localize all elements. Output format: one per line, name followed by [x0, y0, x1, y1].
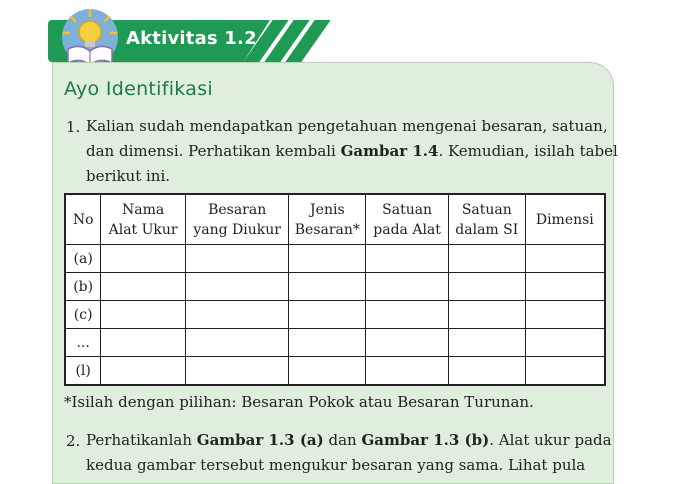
column-header-line: Satuan	[382, 201, 433, 218]
section-heading: Ayo Identifikasi	[64, 78, 213, 100]
column-header-line: pada Alat	[373, 221, 441, 238]
table-cell[interactable]	[185, 273, 289, 301]
table-column-header	[525, 194, 605, 245]
column-header-line: Jenis	[310, 201, 345, 218]
column-header-line: Satuan	[461, 201, 512, 218]
table-cell[interactable]	[448, 245, 525, 273]
item-1-line-1: Kalian sudah mendapatkan pengetahuan mengenai besaran, satuan,	[86, 117, 608, 135]
row-label: ...	[65, 329, 101, 357]
figure-reference: Gambar 1.3 (b)	[361, 431, 490, 449]
item-2-text-part: . Alat ukur pada	[489, 431, 612, 449]
item-2-text-part: dan	[323, 431, 362, 449]
column-header-line: Besaran	[208, 201, 267, 218]
table-cell[interactable]	[101, 357, 186, 386]
figure-reference: Gambar 1.4	[340, 142, 439, 160]
item-1-line-2	[86, 139, 618, 164]
table-cell[interactable]	[525, 273, 605, 301]
table-column-header	[65, 194, 101, 245]
column-header-line: Besaran*	[294, 221, 360, 238]
table-cell[interactable]	[366, 273, 449, 301]
table-row	[65, 357, 605, 386]
column-header-line: No	[72, 211, 94, 228]
item-2-text	[86, 428, 612, 478]
table-cell[interactable]	[289, 273, 366, 301]
table-cell[interactable]	[101, 273, 186, 301]
table-cell[interactable]	[185, 245, 289, 273]
table-cell[interactable]	[525, 329, 605, 357]
table-row	[65, 273, 605, 301]
item-1-line-3: berikut ini.	[86, 167, 171, 185]
table-cell[interactable]	[366, 329, 449, 357]
table-cell[interactable]	[289, 301, 366, 329]
table-cell[interactable]	[185, 301, 289, 329]
table-cell[interactable]	[448, 357, 525, 386]
table-row	[65, 301, 605, 329]
table-cell[interactable]	[448, 329, 525, 357]
column-header-line: Dimensi	[535, 211, 594, 228]
item-1-number: 1.	[66, 118, 81, 136]
item-1-text-part: . Kemudian, isilah tabel	[438, 142, 618, 160]
column-header-line: dalam SI	[455, 221, 519, 238]
lightbulb-book-icon	[58, 7, 122, 69]
table-cell[interactable]	[101, 329, 186, 357]
table-cell[interactable]	[289, 329, 366, 357]
table-cell[interactable]	[525, 301, 605, 329]
identification-table	[64, 193, 606, 386]
table-cell[interactable]	[448, 301, 525, 329]
table-cell[interactable]	[525, 357, 605, 386]
table-column-header	[448, 194, 525, 245]
activity-title: Aktivitas 1.2	[126, 28, 257, 49]
table-cell[interactable]	[101, 301, 186, 329]
figure-reference: Gambar 1.3 (a)	[196, 431, 324, 449]
table-cell[interactable]	[366, 357, 449, 386]
table-row	[65, 245, 605, 273]
item-2-line-1	[86, 428, 612, 453]
table-header-row	[65, 194, 605, 245]
table-cell[interactable]	[289, 245, 366, 273]
column-header-line: yang Diukur	[193, 221, 281, 238]
table-cell[interactable]	[289, 357, 366, 386]
item-1-text	[86, 114, 618, 189]
table-cell[interactable]	[185, 329, 289, 357]
table-column-header	[366, 194, 449, 245]
item-2-text-part: Perhatikanlah	[86, 431, 197, 449]
table-cell[interactable]	[366, 301, 449, 329]
table-cell[interactable]	[185, 357, 289, 386]
table-column-header	[289, 194, 366, 245]
table-cell[interactable]	[448, 273, 525, 301]
item-2-number: 2.	[66, 432, 81, 450]
item-2-line-2: kedua gambar tersebut mengukur besaran yang sama. Lihat pula	[86, 456, 586, 474]
table-footnote: *Isilah dengan pilihan: Besaran Pokok atau Besaran Turunan.	[64, 393, 534, 411]
table-row	[65, 329, 605, 357]
table-body	[65, 245, 605, 386]
column-header-line: Nama	[122, 201, 165, 218]
table-cell[interactable]	[101, 245, 186, 273]
row-label: (c)	[65, 301, 101, 329]
table-cell[interactable]	[366, 245, 449, 273]
item-1-text-part: dan dimensi. Perhatikan kembali	[86, 142, 341, 160]
table-column-header	[185, 194, 289, 245]
column-header-line: Alat Ukur	[108, 221, 178, 238]
row-label: (a)	[65, 245, 101, 273]
row-label: (l)	[65, 357, 101, 386]
table-cell[interactable]	[525, 245, 605, 273]
table-column-header	[101, 194, 186, 245]
row-label: (b)	[65, 273, 101, 301]
